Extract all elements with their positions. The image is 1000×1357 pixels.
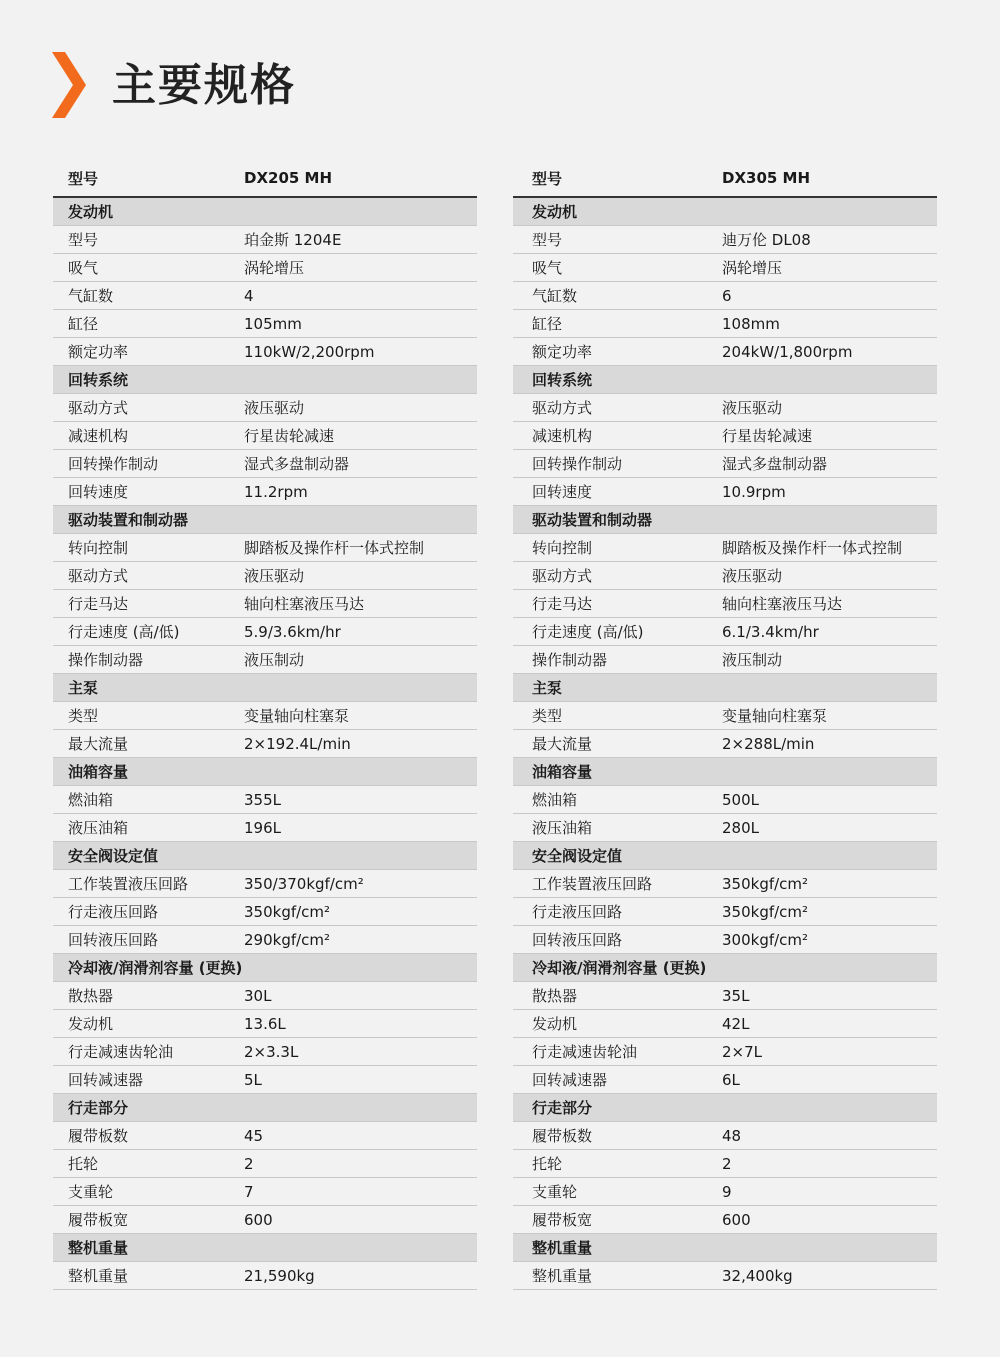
table-row — [53, 926, 477, 954]
table-row — [53, 1010, 477, 1038]
table-row — [53, 786, 477, 814]
table-row — [513, 394, 937, 422]
section-header — [513, 506, 937, 534]
spec-label: 型号 — [68, 231, 99, 249]
spec-table-dx305 — [513, 160, 937, 1290]
table-row — [53, 478, 477, 506]
spec-value: 2 — [722, 1154, 732, 1173]
spec-value: 48 — [722, 1126, 742, 1145]
spec-table-dx205 — [53, 160, 477, 1290]
spec-value: 350kgf/cm² — [722, 902, 809, 921]
spec-value: 行星齿轮减速 — [722, 427, 813, 445]
table-row — [53, 282, 477, 310]
table-row — [513, 310, 937, 338]
spec-label: 最大流量 — [68, 735, 129, 753]
section-header — [513, 954, 937, 982]
spec-value: 600 — [722, 1210, 751, 1229]
table-row — [53, 310, 477, 338]
spec-value: 液压制动 — [722, 651, 783, 669]
spec-label: 减速机构 — [532, 427, 593, 445]
section-title: 发动机 — [68, 203, 114, 221]
spec-label: 回转速度 — [532, 483, 593, 501]
table-row — [513, 870, 937, 898]
table-row — [513, 226, 937, 254]
section-title: 整机重量 — [68, 1239, 129, 1257]
spec-label: 缸径 — [532, 315, 563, 333]
spec-value: 290kgf/cm² — [244, 930, 331, 949]
spec-label: 行走速度 (高/低) — [68, 623, 180, 641]
spec-label: 整机重量 — [532, 1267, 593, 1285]
spec-label: 散热器 — [68, 987, 114, 1005]
table-row — [53, 898, 477, 926]
table-row — [53, 534, 477, 562]
section-title: 回转系统 — [68, 371, 129, 389]
spec-label: 行走马达 — [68, 595, 129, 613]
table-row — [513, 282, 937, 310]
table-row — [513, 786, 937, 814]
spec-value: 350/370kgf/cm² — [244, 874, 364, 893]
spec-label: 发动机 — [532, 1015, 578, 1033]
table-row — [53, 590, 477, 618]
spec-value: 105mm — [244, 314, 302, 333]
table-row — [53, 1150, 477, 1178]
spec-value: 轴向柱塞液压马达 — [722, 595, 843, 613]
table-row — [53, 394, 477, 422]
spec-value: 11.2rpm — [244, 482, 308, 501]
spec-label: 发动机 — [68, 1015, 114, 1033]
table-row — [513, 590, 937, 618]
spec-value: 350kgf/cm² — [244, 902, 331, 921]
spec-label: 履带板宽 — [68, 1211, 129, 1229]
spec-value: 13.6L — [244, 1014, 286, 1033]
spec-label: 驱动方式 — [68, 567, 129, 585]
spec-label: 转向控制 — [532, 539, 593, 557]
table-row — [53, 702, 477, 730]
section-header — [513, 1234, 937, 1262]
table-row — [513, 1122, 937, 1150]
section-title: 回转系统 — [532, 371, 593, 389]
spec-label: 最大流量 — [532, 735, 593, 753]
section-header — [53, 198, 477, 226]
header-model: DX305 MH — [722, 169, 811, 187]
spec-value: 300kgf/cm² — [722, 930, 809, 949]
spec-label: 液压油箱 — [532, 819, 593, 837]
header-model: DX205 MH — [244, 169, 333, 187]
table-row — [513, 1066, 937, 1094]
spec-value: 液压驱动 — [722, 399, 783, 417]
section-header — [513, 674, 937, 702]
spec-label: 托轮 — [68, 1155, 99, 1173]
table-row — [513, 1178, 937, 1206]
spec-label: 吸气 — [532, 259, 563, 277]
spec-value: 500L — [722, 790, 759, 809]
spec-label: 类型 — [532, 707, 563, 725]
spec-value: 6.1/3.4km/hr — [722, 622, 819, 641]
spec-value: 6L — [722, 1070, 740, 1089]
section-title: 驱动装置和制动器 — [532, 511, 653, 529]
table-row — [513, 1262, 937, 1290]
spec-label: 回转液压回路 — [532, 931, 623, 949]
spec-label: 整机重量 — [68, 1267, 129, 1285]
spec-label: 工作装置液压回路 — [532, 875, 653, 893]
table-row — [513, 1010, 937, 1038]
spec-label: 回转速度 — [68, 483, 129, 501]
table-row — [53, 814, 477, 842]
table-body — [53, 198, 477, 1290]
spec-value: 21,590kg — [244, 1266, 315, 1285]
spec-value: 2×288L/min — [722, 734, 815, 753]
table-row — [53, 562, 477, 590]
spec-value: 30L — [244, 986, 272, 1005]
spec-label: 减速机构 — [68, 427, 129, 445]
spec-value: 2×192.4L/min — [244, 734, 351, 753]
spec-label: 支重轮 — [68, 1183, 114, 1201]
spec-label: 行走马达 — [532, 595, 593, 613]
table-row — [513, 702, 937, 730]
table-row — [53, 870, 477, 898]
spec-label: 操作制动器 — [532, 651, 608, 669]
section-title: 冷却液/润滑剂容量 (更换) — [68, 959, 243, 977]
spec-value: 湿式多盘制动器 — [244, 455, 350, 473]
spec-value: 变量轴向柱塞泵 — [722, 707, 828, 725]
spec-value: 液压驱动 — [244, 567, 305, 585]
spec-label: 行走液压回路 — [68, 903, 159, 921]
section-title: 油箱容量 — [68, 763, 129, 781]
spec-label: 行走减速齿轮油 — [68, 1043, 174, 1061]
spec-value: 2 — [244, 1154, 254, 1173]
spec-label: 吸气 — [68, 259, 99, 277]
spec-label: 缸径 — [68, 315, 99, 333]
section-title: 安全阀设定值 — [532, 847, 623, 865]
table-row — [513, 982, 937, 1010]
spec-label: 气缸数 — [68, 287, 114, 305]
table-header — [513, 160, 937, 198]
spec-value: 珀金斯 1204E — [244, 231, 342, 249]
spec-value: 45 — [244, 1126, 264, 1145]
table-row — [53, 982, 477, 1010]
header-label: 型号 — [68, 169, 99, 188]
spec-label: 类型 — [68, 707, 99, 725]
spec-label: 散热器 — [532, 987, 578, 1005]
table-row — [53, 1206, 477, 1234]
spec-value: 5.9/3.6km/hr — [244, 622, 341, 641]
spec-label: 回转减速器 — [532, 1071, 608, 1089]
table-row — [513, 1150, 937, 1178]
table-row — [53, 1122, 477, 1150]
spec-label: 行走减速齿轮油 — [532, 1043, 638, 1061]
spec-value: 204kW/1,800rpm — [722, 342, 853, 361]
spec-value: 355L — [244, 790, 281, 809]
spec-label: 燃油箱 — [68, 791, 114, 809]
table-row — [53, 730, 477, 758]
table-row — [513, 534, 937, 562]
spec-label: 液压油箱 — [68, 819, 129, 837]
section-title: 发动机 — [532, 203, 578, 221]
table-row — [513, 478, 937, 506]
spec-label: 工作装置液压回路 — [68, 875, 189, 893]
spec-value: 10.9rpm — [722, 482, 786, 501]
table-row — [53, 254, 477, 282]
section-header — [53, 1094, 477, 1122]
spec-value: 108mm — [722, 314, 780, 333]
spec-value: 280L — [722, 818, 759, 837]
table-row — [53, 226, 477, 254]
table-row — [53, 450, 477, 478]
section-header — [53, 758, 477, 786]
table-row — [513, 730, 937, 758]
section-header — [513, 1094, 937, 1122]
spec-label: 回转操作制动 — [532, 455, 623, 473]
spec-value: 行星齿轮减速 — [244, 427, 335, 445]
table-row — [53, 1262, 477, 1290]
section-title: 冷却液/润滑剂容量 (更换) — [532, 959, 707, 977]
spec-value: 7 — [244, 1182, 254, 1201]
section-header — [513, 198, 937, 226]
table-row — [53, 422, 477, 450]
section-header — [53, 954, 477, 982]
table-header — [53, 160, 477, 198]
spec-value: 迪万伦 DL08 — [722, 231, 811, 249]
table-row — [53, 618, 477, 646]
spec-label: 转向控制 — [68, 539, 129, 557]
spec-value: 110kW/2,200rpm — [244, 342, 375, 361]
section-header — [513, 842, 937, 870]
spec-label: 额定功率 — [68, 343, 129, 361]
spec-label: 履带板数 — [532, 1127, 593, 1145]
table-row — [513, 618, 937, 646]
spec-value: 变量轴向柱塞泵 — [244, 707, 350, 725]
section-header — [513, 758, 937, 786]
spec-label: 型号 — [532, 231, 563, 249]
section-header — [53, 674, 477, 702]
section-title: 主泵 — [532, 679, 563, 697]
spec-label: 回转液压回路 — [68, 931, 159, 949]
section-title: 油箱容量 — [532, 763, 593, 781]
table-row — [513, 814, 937, 842]
table-row — [53, 1038, 477, 1066]
spec-label: 燃油箱 — [532, 791, 578, 809]
section-header — [513, 366, 937, 394]
table-row — [513, 926, 937, 954]
table-body — [513, 198, 937, 1290]
spec-value: 脚踏板及操作杆一体式控制 — [722, 539, 903, 557]
table-row — [513, 562, 937, 590]
spec-label: 托轮 — [532, 1155, 563, 1173]
table-row — [53, 338, 477, 366]
spec-label: 行走液压回路 — [532, 903, 623, 921]
header-label: 型号 — [532, 169, 563, 188]
spec-value: 196L — [244, 818, 281, 837]
spec-label: 支重轮 — [532, 1183, 578, 1201]
spec-label: 驱动方式 — [532, 567, 593, 585]
spec-label: 行走速度 (高/低) — [532, 623, 644, 641]
section-title: 主泵 — [68, 679, 99, 697]
table-row — [513, 1038, 937, 1066]
page-title: 主要规格 — [112, 60, 296, 111]
section-title: 整机重量 — [532, 1239, 593, 1257]
spec-label: 履带板宽 — [532, 1211, 593, 1229]
spec-value: 9 — [722, 1182, 732, 1201]
table-row — [513, 254, 937, 282]
spec-value: 6 — [722, 286, 732, 305]
table-row — [513, 338, 937, 366]
spec-value: 湿式多盘制动器 — [722, 455, 828, 473]
spec-label: 驱动方式 — [68, 399, 129, 417]
spec-value: 液压驱动 — [244, 399, 305, 417]
spec-value: 35L — [722, 986, 750, 1005]
spec-value: 32,400kg — [722, 1266, 793, 1285]
spec-value: 5L — [244, 1070, 262, 1089]
spec-label: 回转减速器 — [68, 1071, 144, 1089]
spec-value: 涡轮增压 — [722, 259, 783, 277]
section-header — [53, 366, 477, 394]
table-row — [53, 1178, 477, 1206]
table-row — [513, 450, 937, 478]
section-header — [53, 506, 477, 534]
spec-value: 600 — [244, 1210, 273, 1229]
spec-value: 轴向柱塞液压马达 — [244, 595, 365, 613]
table-row — [53, 1066, 477, 1094]
section-title: 安全阀设定值 — [68, 847, 159, 865]
spec-value: 2×3.3L — [244, 1042, 299, 1061]
spec-label: 驱动方式 — [532, 399, 593, 417]
table-row — [513, 1206, 937, 1234]
spec-label: 气缸数 — [532, 287, 578, 305]
section-title: 行走部分 — [532, 1099, 593, 1117]
spec-label: 操作制动器 — [68, 651, 144, 669]
table-row — [513, 646, 937, 674]
spec-value: 42L — [722, 1014, 750, 1033]
spec-value: 液压驱动 — [722, 567, 783, 585]
section-title: 行走部分 — [68, 1099, 129, 1117]
table-row — [53, 646, 477, 674]
table-row — [513, 422, 937, 450]
chevron-right-icon — [52, 52, 86, 118]
section-header — [53, 842, 477, 870]
spec-value: 脚踏板及操作杆一体式控制 — [244, 539, 425, 557]
spec-value: 2×7L — [722, 1042, 763, 1061]
spec-label: 额定功率 — [532, 343, 593, 361]
table-row — [513, 898, 937, 926]
spec-value: 涡轮增压 — [244, 259, 305, 277]
spec-label: 回转操作制动 — [68, 455, 159, 473]
spec-value: 液压制动 — [244, 651, 305, 669]
section-header — [53, 1234, 477, 1262]
spec-label: 履带板数 — [68, 1127, 129, 1145]
section-title: 驱动装置和制动器 — [68, 511, 189, 529]
spec-value: 350kgf/cm² — [722, 874, 809, 893]
spec-value: 4 — [244, 286, 254, 305]
